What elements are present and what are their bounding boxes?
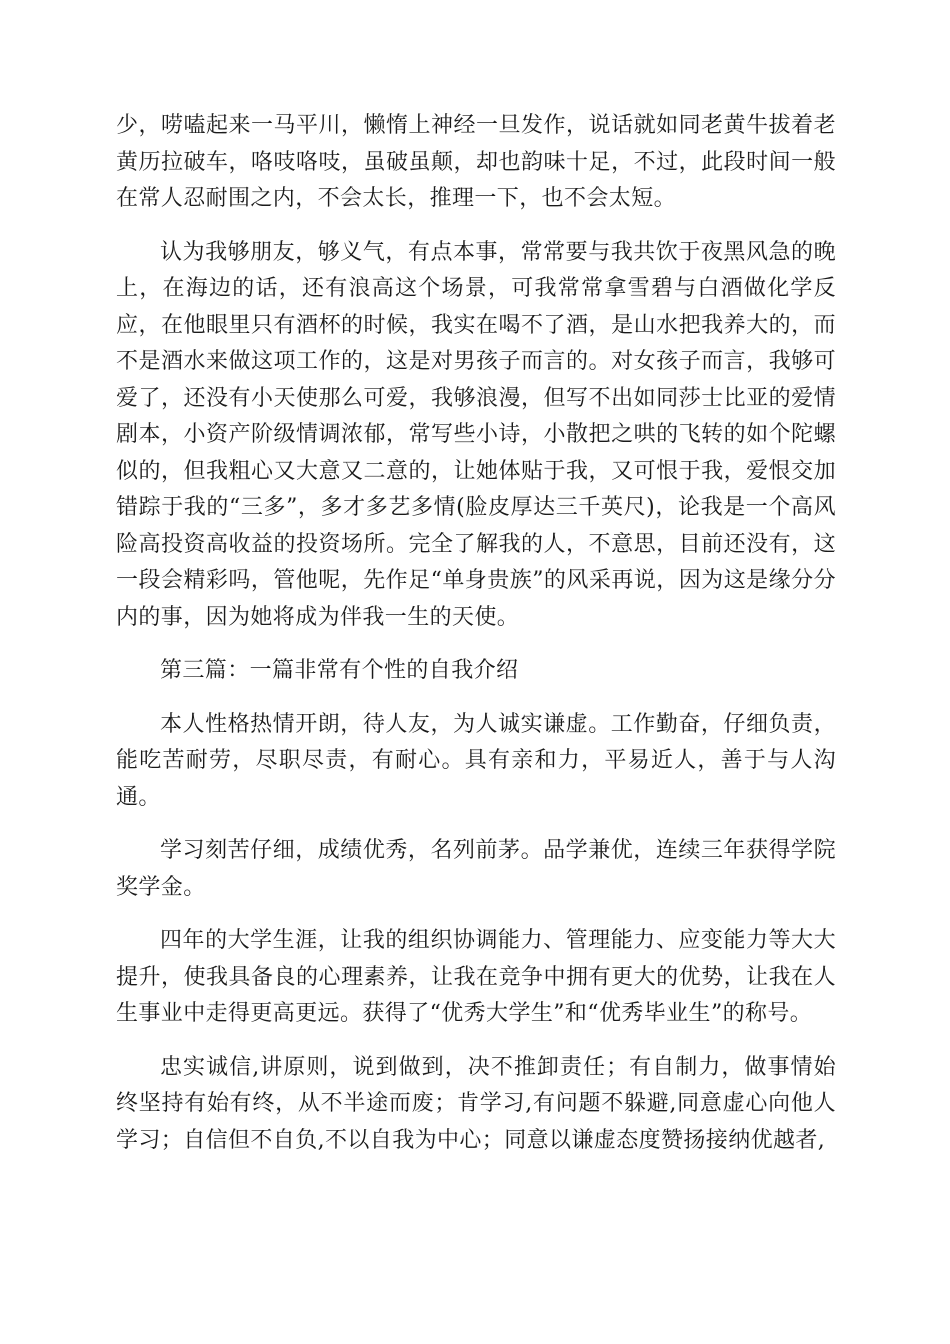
paragraph-1: 少，唠嗑起来一马平川，懒惰上神经一旦发作，说话就如同老黄牛拔着老黄历拉破车，咯吱咯吱，虽破虽颠，却也韵味十足，不过，此段时间一般在常人忍耐围之内，不会太长，推理一下，也不会太短。 <box>116 113 836 211</box>
paragraph-2: 认为我够朋友，够义气，有点本事，常常要与我共饮于夜黑风急的晚上，在海边的话，还有浪高这个场景，可我常常拿雪碧与白酒做化学反应，在他眼里只有酒杯的时候，我实在喝不了酒，是山水把我养大的，而不是酒水来做这项工作的，这是对男孩子而言的。对女孩子而言，我够可爱了，还没有小天使那么可爱，我够浪漫，但写不出如同莎士比亚的爱情剧本，小资产阶级情调浓郁，常写些小诗，小散把之哄的飞转的如个陀螺似的，但我粗心又大意又二意的，让她体贴于我，又可恨于我，爱恨交加错踪于我的“三多”，多才多艺多情(脸皮厚达三千英尺)，论我是一个高风险高投资高收益的投资场所。完全了解我的人，不意思，目前还没有，这一段会精彩吗，管他呢，先作足“单身贵族”的风采再说，因为这是缘分分内的事，因为她将成为伴我一生的天使。 <box>116 239 836 630</box>
paragraph-6: 忠实诚信,讲原则，说到做到，决不推卸责任；有自制力，做事情始终坚持有始有终，从不半途而废；肯学习,有问题不躲避,同意虚心向他人学习；自信但不自负,不以自我为中心；同意以谦虚态度赞扬接纳优越者, <box>116 1054 836 1153</box>
document-body <box>116 108 836 1176</box>
section-heading: 第三篇：一篇非常有个性的自我介绍 <box>160 658 519 683</box>
paragraph-5: 四年的大学生涯，让我的组织协调能力、管理能力、应变能力等大大提升，使我具备良的心理素养，让我在竞争中拥有更大的优势，让我在人生事业中走得更高更远。获得了“优秀大学生”和“优秀毕业生”的称号。 <box>116 928 836 1026</box>
paragraph-3: 本人性格热情开朗，待人友，为人诚实谦虚。工作勤奋，仔细负责，能吃苦耐劳，尽职尽责，有耐心。具有亲和力，平易近人，善于与人沟通。 <box>116 711 836 810</box>
paragraph-4: 学习刻苦仔细，成绩优秀，名列前茅。品学兼优，连续三年获得学院奖学金。 <box>116 838 836 900</box>
